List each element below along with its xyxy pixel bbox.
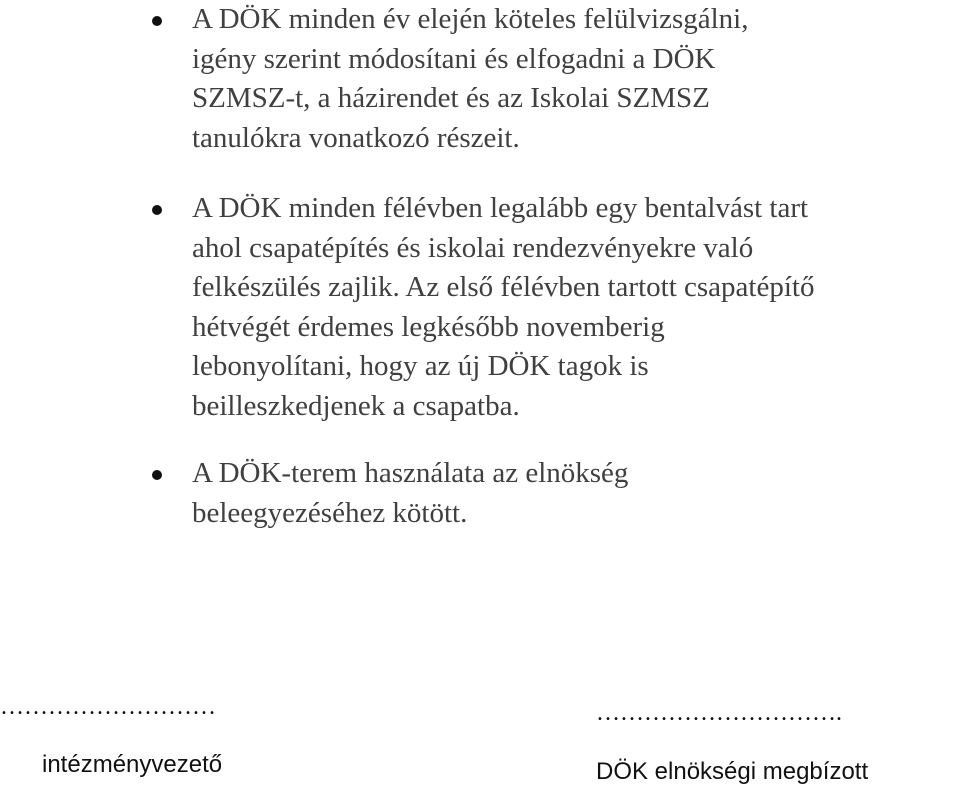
bullet-line: tanulókra vonatkozó részeit. — [192, 121, 520, 154]
bullet-icon — [152, 470, 162, 480]
council-signature-line: …………………………. — [596, 700, 842, 726]
bullet-line: igény szerint módosítani és elfogadni a DÖK — [192, 42, 716, 75]
bullet-line: beleegyezéséhez kötött. — [192, 496, 468, 529]
bullet-line: A DÖK minden év elején köteles felülvizsgálni, — [192, 3, 749, 35]
bullet-line: ahol csapatépítés és iskolai rendezvényekre való — [192, 231, 754, 264]
bullet-line: felkészülés zajlik. Az első félévben tartott csapatépítő — [192, 271, 815, 303]
council-signature-label: DÖK elnökségi megbízott — [596, 758, 869, 785]
bullet-icon — [152, 205, 162, 215]
principal-signature-label: intézményvezető — [42, 751, 223, 778]
bullet-text — [192, 189, 942, 426]
bullet-text — [192, 454, 942, 533]
bullet-line: A DÖK minden félévben legalább egy bentalvást tart — [192, 192, 809, 224]
bullet-line: SZMSZ-t, a házirendet és az Iskolai SZMSZ — [192, 82, 710, 114]
bullet-line: lebonyolítani, hogy az új DÖK tagok is — [192, 350, 649, 382]
bullet-text — [192, 0, 942, 158]
bullet-line: A DÖK-terem használata az elnökség — [192, 457, 629, 489]
bullet-line: beilleszkedjenek a csapatba. — [192, 389, 520, 422]
bullet-line: hétvégét érdemes legkésőbb novemberig — [192, 310, 665, 343]
principal-signature-line: ……………………… — [0, 694, 216, 720]
bullet-icon — [152, 16, 162, 26]
